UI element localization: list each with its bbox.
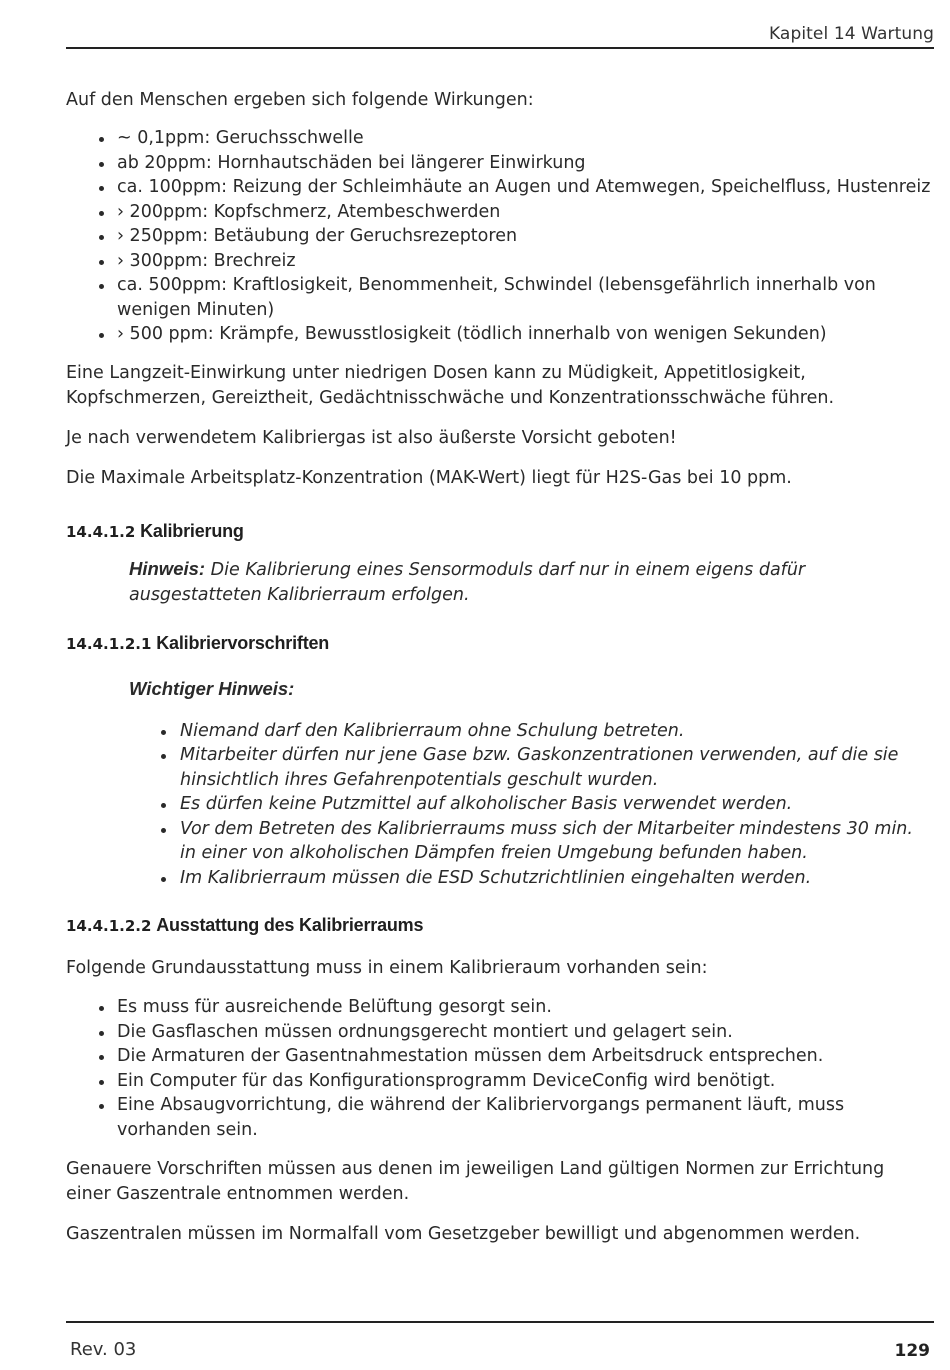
list-item: ~ 0,1ppm: Geruchsschwelle bbox=[66, 126, 934, 151]
list-item: ca. 100ppm: Reizung der Schleimhäute an Augen und Atemwegen, Speichelfluss, Hustenreiz bbox=[66, 175, 934, 200]
important-list bbox=[66, 719, 934, 891]
list-item: Es dürfen keine Putzmittel auf alkoholischer Basis verwendet werden. bbox=[129, 792, 934, 817]
equipment-list bbox=[66, 995, 934, 1142]
important-note-label-line bbox=[66, 676, 934, 703]
list-item: Niemand darf den Kalibrierraum ohne Schulung betreten. bbox=[129, 719, 934, 744]
equipment-intro-paragraph: Folgende Grundausstattung muss in einem Kalibrieraum vorhanden sein: bbox=[66, 958, 708, 978]
section-title: Kalibrierung bbox=[140, 520, 244, 541]
section-heading-kalibriervorschriften bbox=[66, 633, 934, 654]
list-item: Im Kalibrierraum müssen die ESD Schutzrichtlinien eingehalten werden. bbox=[129, 866, 934, 891]
list-item: › 250ppm: Betäubung der Geruchsrezeptoren bbox=[66, 224, 934, 249]
list-item: › 500 ppm: Krämpfe, Bewusstlosigkeit (tödlich innerhalb von wenigen Sekunden) bbox=[66, 322, 934, 347]
list-item: Die Gasflaschen müssen ordnungsgerecht montiert und gelagert sein. bbox=[66, 1020, 934, 1045]
approval-paragraph: Gaszentralen müssen im Normalfall vom Gesetzgeber bewilligt und abgenommen werden. bbox=[66, 1224, 861, 1244]
list-item: › 300ppm: Brechreiz bbox=[66, 249, 934, 274]
header-rule bbox=[66, 47, 934, 49]
page-content bbox=[66, 88, 934, 1247]
footer-revision: Rev. 03 bbox=[70, 1339, 137, 1360]
footer-rule bbox=[66, 1321, 934, 1323]
mak-paragraph: Die Maximale Arbeitsplatz-Konzentration (MAK-Wert) liegt für H2S-Gas bei 10 ppm. bbox=[66, 467, 792, 488]
list-item: Ein Computer für das Konfigurationsprogramm DeviceConfig wird benötigt. bbox=[66, 1069, 934, 1094]
list-item: Mitarbeiter dürfen nur jene Gase bzw. Gaskonzentrationen verwenden, auf die sie hinsichtlich ihres Gefahrenpotentials geschult wurden. bbox=[129, 743, 934, 792]
list-item: Es muss für ausreichende Belüftung gesorgt sein. bbox=[66, 995, 934, 1020]
note-paragraph bbox=[66, 556, 934, 608]
effects-list bbox=[66, 126, 934, 347]
list-item: Vor dem Betreten des Kalibrierraums muss sich der Mitarbeiter mindestens 30 min. in einer von alkoholischen Dämpfen freien Umgebung befunden haben. bbox=[129, 817, 934, 866]
list-item: Eine Absaugvorrichtung, die während der Kalibriervorgangs permanent läuft, muss vorhanden sein. bbox=[66, 1093, 934, 1142]
note-label: Hinweis: bbox=[129, 557, 206, 579]
chapter-header: Kapitel 14 Wartung bbox=[768, 24, 934, 44]
intro-paragraph: Auf den Menschen ergeben sich folgende Wirkungen: bbox=[66, 90, 534, 110]
note-text: Die Kalibrierung eines Sensormoduls darf nur in einem eigens dafür ausgestatteten Kalibrierraum erfolgen. bbox=[129, 559, 806, 605]
section-title: Kalibriervorschriften bbox=[156, 632, 330, 653]
list-item: › 200ppm: Kopfschmerz, Atembeschwerden bbox=[66, 200, 934, 225]
longterm-paragraph: Eine Langzeit-Einwirkung unter niedrigen Dosen kann zu Müdigkeit, Appetitlosigkeit, Kopfschmerzen, Gereiztheit, Gedächtnisschwäche und Konzentrationsschwäche führen. bbox=[66, 362, 835, 408]
list-item: ab 20ppm: Hornhautschäden bei längerer Einwirkung bbox=[66, 151, 934, 176]
list-item: ca. 500ppm: Kraftlosigkeit, Benommenheit, Schwindel (lebensgefährlich innerhalb von wenigen Minuten) bbox=[66, 273, 934, 322]
section-number: 14.4.1.2 bbox=[66, 522, 136, 541]
section-number: 14.4.1.2.1 bbox=[66, 634, 152, 653]
norms-paragraph: Genauere Vorschriften müssen aus denen im jeweiligen Land gültigen Normen zur Errichtung einer Gaszentrale entnommen werden. bbox=[66, 1159, 885, 1204]
section-heading-kalibrierung bbox=[66, 521, 934, 542]
page-number: 129 bbox=[894, 1341, 930, 1361]
section-heading-ausstattung bbox=[66, 915, 934, 936]
section-title: Ausstattung des Kalibrierraums bbox=[156, 915, 424, 935]
section-number: 14.4.1.2.2 bbox=[66, 917, 152, 935]
list-item: Die Armaturen der Gasentnahmestation müssen dem Arbeitsdruck entsprechen. bbox=[66, 1044, 934, 1069]
important-note-label: Wichtiger Hinweis: bbox=[129, 677, 295, 699]
caution-paragraph: Je nach verwendetem Kalibriergas ist also äußerste Vorsicht geboten! bbox=[66, 427, 677, 448]
